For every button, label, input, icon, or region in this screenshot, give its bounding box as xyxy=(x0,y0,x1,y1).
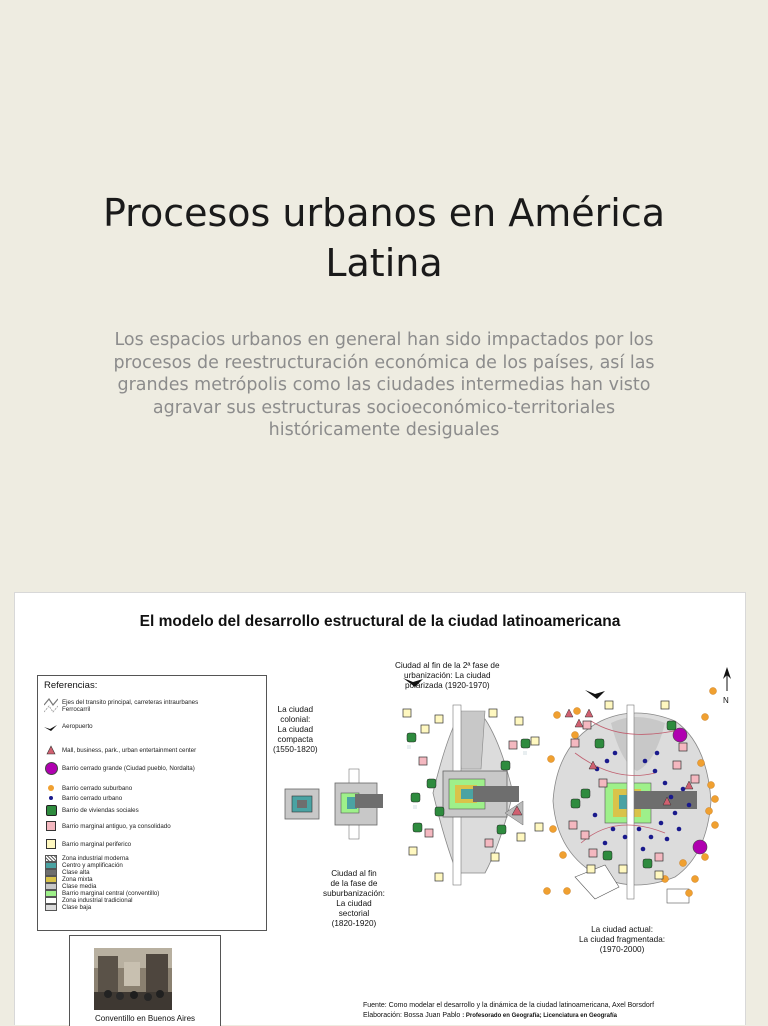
north-label: N xyxy=(723,696,729,705)
legend-item: Barrio cerrado suburbano xyxy=(44,782,264,794)
urban-model-figure xyxy=(14,592,746,1025)
label-sectorial-city: Ciudad al fin de la fase de suburbanización: La ciudad sectorial (1820-1920) xyxy=(323,869,385,928)
diagram-polarized-city xyxy=(403,678,543,885)
legend-item: Clase baja xyxy=(44,901,264,913)
legend-box xyxy=(37,675,267,931)
slide-title: Procesos urbanos en América Latina xyxy=(102,191,666,285)
photo-caption: Conventillo en Buenos Aires xyxy=(94,1014,196,1023)
label-colonial-city: La ciudad colonial: La ciudad compacta (1550-1820) xyxy=(273,705,318,754)
mall-triangle-icon xyxy=(44,745,58,755)
slide-subtitle: Los espacios urbanos en general han sido impactados por los procesos de reestructuración económica de los países, así las grandes metrópolis como las ciudades intermedias han visto agravar sus estructuras socioeconómico-territoriales históricamente desiguales xyxy=(113,330,655,440)
legend-item: Zona mixta xyxy=(44,873,264,885)
legend-heading: Referencias: xyxy=(44,680,98,691)
legend-item: Barrio marginal antiguo, ya consolidado xyxy=(44,820,264,832)
label-fragmented-city: La ciudad actual: La ciudad fragmentada: (1970-2000) xyxy=(579,925,666,954)
legend-item: Barrio marginal central (conventillo) xyxy=(44,887,264,899)
diagram-colonial-city xyxy=(285,769,383,839)
legend-item: Clase media xyxy=(44,880,264,892)
legend-item: Barrio de viviendas sociales xyxy=(44,804,264,816)
figure-source: Fuente: Como modelar el desarrollo y la dinámica de la ciudad latinoamericana, Axel Borsdorf Elaboración: Bossa Juan Pablo : Profesorado en Geografía; Licenciatura en Geografía xyxy=(363,1002,655,1019)
airport-icon xyxy=(44,721,58,731)
conventillo-photo-box xyxy=(69,935,221,1026)
diagram-fragmented-city xyxy=(544,688,719,904)
legend-item: Aeropuerto xyxy=(44,720,264,732)
legend-item: Barrio cerrado urbano xyxy=(44,792,264,804)
legend-item: Centro y amplificación xyxy=(44,859,264,871)
conventillo-photo xyxy=(94,948,172,1010)
legend-item: Zona industrial tradicional xyxy=(44,894,264,906)
north-arrow-icon xyxy=(723,667,731,691)
legend-item: Barrio cerrado grande (Ciudad pueblo, Nordalta) xyxy=(44,762,264,774)
figure-title: El modelo del desarrollo estructural de la ciudad latinoamericana xyxy=(139,613,621,630)
legend-item: Ferrocarril xyxy=(44,703,264,715)
legend-item: Ejes del transito principal, carreteras intraurbanes xyxy=(44,696,264,708)
legend-item: Barrio marginal periferico xyxy=(44,838,264,850)
legend-item: Zona industrial moderna xyxy=(44,852,264,864)
legend-item: Clase alta xyxy=(44,866,264,878)
label-polarized-city: Ciudad al fin de la 2ª fase de urbanización: La ciudad polarizada (1920-1970) xyxy=(395,661,500,690)
legend-item: Mall, business, park., urban entertainment center xyxy=(44,744,264,756)
